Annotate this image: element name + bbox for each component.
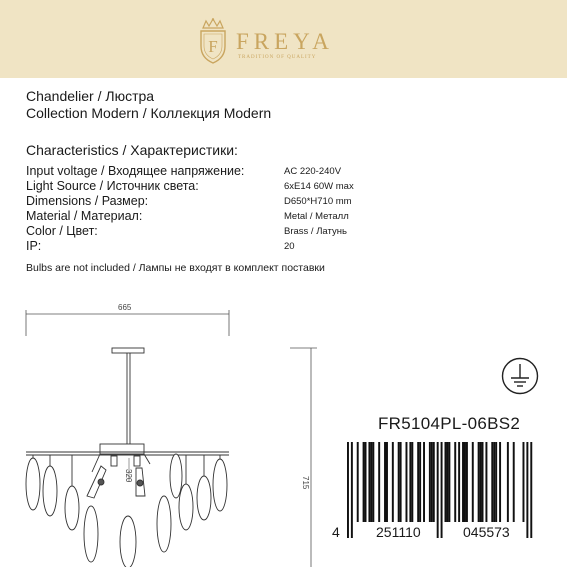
barcode-bar (513, 442, 515, 522)
spec-label: Material / Материал: (26, 209, 143, 223)
barcode-bar (370, 442, 372, 522)
barcode-bar (363, 442, 365, 522)
brand-tagline: TRADITION OF QUALITY (238, 55, 317, 60)
barcode-bar (368, 442, 370, 522)
freya-crest-icon (195, 18, 231, 64)
central-hub (100, 444, 144, 454)
barcode-bar (386, 442, 388, 522)
barcode-bar (384, 442, 386, 522)
barcode-bar (448, 442, 450, 522)
width-dimension (26, 310, 229, 336)
bulb-holders (87, 456, 145, 498)
ceiling-canopy (112, 348, 144, 353)
spec-label: Light Source / Источник света: (26, 179, 199, 193)
barcode-bar (523, 442, 525, 522)
height-dimension (290, 348, 317, 567)
barcode-bar (417, 442, 419, 522)
product-barcode (330, 442, 550, 542)
barcode-left-group: 251110 (376, 524, 421, 540)
barcode-bar (441, 442, 443, 538)
barcode-bar (411, 442, 413, 522)
barcode-bar (462, 442, 464, 522)
ground-symbol-icon (500, 356, 540, 396)
spec-value: 6xE14 60W max (284, 181, 354, 192)
spec-label: Input voltage / Входящее напряжение: (26, 164, 245, 178)
barcode-bar (472, 442, 474, 522)
barcode-bar (431, 442, 433, 522)
barcode-bar (351, 442, 353, 538)
barcode-bar (347, 442, 349, 538)
spec-label: Dimensions / Размер: (26, 194, 149, 208)
product-type: Chandelier / Люстра (26, 88, 155, 104)
brand-banner (0, 0, 567, 78)
spec-label: IP: (26, 239, 42, 253)
product-collection: Collection Modern / Коллекция Modern (26, 105, 272, 121)
spec-value: Brass / Латунь (284, 226, 347, 237)
barcode-bar (372, 442, 374, 522)
height-label: 715 (301, 476, 310, 490)
barcode-bar (357, 442, 359, 522)
barcode-bar (406, 442, 408, 522)
barcode-bar (507, 442, 509, 522)
barcode-bar (378, 442, 380, 522)
barcode-bar (458, 442, 460, 522)
spec-value: D650*H710 mm (284, 196, 352, 207)
barcode-bar (499, 442, 501, 522)
barcode-bar (446, 442, 448, 522)
barcode-first-digit: 4 (332, 524, 340, 540)
brand-name: FREYA (236, 29, 334, 54)
barcode-bar (478, 442, 480, 522)
chandelier-drawing (0, 296, 330, 567)
barcode-bar (495, 442, 497, 522)
width-label: 665 (118, 303, 132, 312)
spec-value: AC 220-240V (284, 166, 342, 177)
barcode-bar (429, 442, 431, 522)
barcode-bar (493, 442, 495, 522)
spec-value: Metal / Металл (284, 211, 349, 222)
barcode-bar (423, 442, 425, 522)
barcode-bar (365, 442, 367, 522)
barcode-bar (482, 442, 484, 522)
spec-label: Color / Цвет: (26, 224, 98, 238)
barcode-bar (526, 442, 528, 538)
barcode-bar (480, 442, 482, 522)
barcode-right-group: 045573 (463, 524, 510, 540)
barcode-bar (530, 442, 532, 538)
barcode-bar (464, 442, 466, 522)
crest-monogram: F (208, 37, 218, 56)
characteristics-heading: Characteristics / Характеристики: (26, 142, 238, 158)
barcode-bar (398, 442, 400, 522)
barcode-bar (466, 442, 468, 522)
barcode-bar (454, 442, 456, 522)
bulbs-note: Bulbs are not included / Лампы не входят в комплект поставки (26, 262, 325, 274)
spec-value: 20 (284, 241, 295, 252)
barcode-bar (445, 442, 447, 522)
barcode-bar (491, 442, 493, 522)
barcode-bar (485, 442, 487, 522)
barcode-bar (437, 442, 439, 538)
barcode-bar (433, 442, 435, 522)
barcode-bar (400, 442, 402, 522)
barcode-bar (409, 442, 411, 522)
inner-dimension-label: 320 (124, 469, 133, 483)
barcode-bar (392, 442, 394, 522)
product-sku: FR5104PL-06BS2 (378, 414, 521, 433)
barcode-bar (419, 442, 421, 522)
